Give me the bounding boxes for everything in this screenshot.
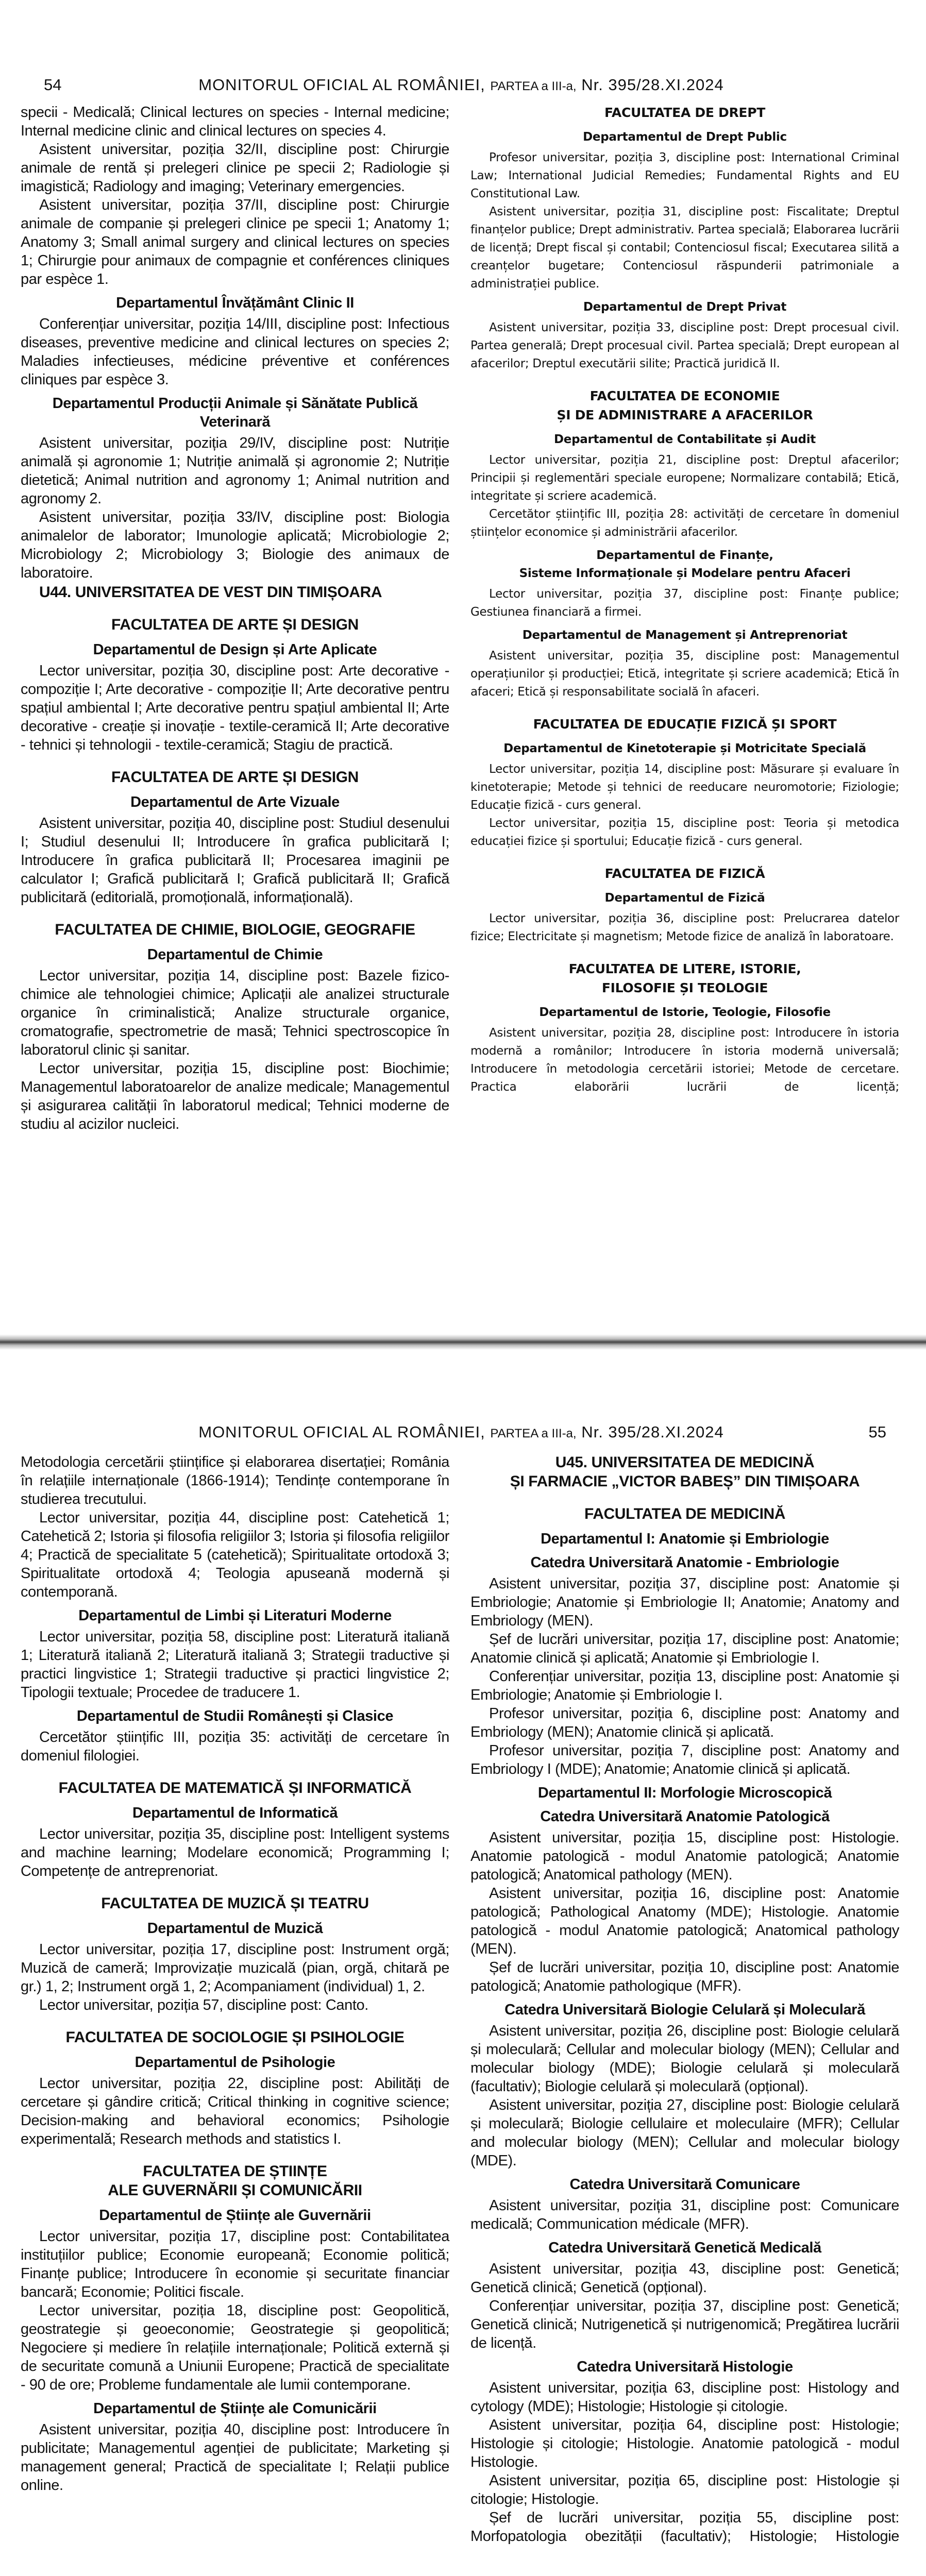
faculty-heading: FACULTATEA DE LITERE, ISTORIE, FILOSOFIE ȘI TEOLOGIE [568, 961, 801, 995]
position-paragraph: Conferențiar universitar, poziția 13, discipline post: Anatomie și Embriologie; Anatomie și Embriologie I. [470, 1668, 899, 1703]
position-paragraph: Asistent universitar, poziția 16, discipline post: Anatomie patologică; Pathological Anatomy (MDE); Histologie. Anatomie patologică - modul Anatomie patologică; Anatomical pathology (MEN). [470, 1885, 899, 1957]
position-paragraph: Lector universitar, poziția 57, discipline post: Canto. [39, 1997, 368, 2013]
position-paragraph: Lector universitar, poziția 17, discipline post: Instrument orgă; Muzică de cameră; Improvizație muzicală (pian, orgă, chitară pe gr.) 1, 2; Instrument orgă 1, 2; Acompaniament (individual) 1, 2. [21, 1941, 449, 1995]
position-paragraph: Lector universitar, poziția 30, discipline post: Arte decorative - compoziție I; Arte decorative - compoziție II; Arte decorative pentru spațiul ambiental I; Arte decorative pentru spațiul ambiental II; Arte decorative - creație și inovație - textile-ceramică II; Arte decorative - tehnici și tehnologii - textile-ceramică; Stagiu de practică. [21, 663, 449, 753]
department-heading: Departamentul de Studii Românești și Clasice [76, 1708, 394, 1724]
department-heading: Departamentul de Științe ale Comunicării [93, 2400, 377, 2417]
position-paragraph: Profesor universitar, poziția 6, discipline post: Anatomy and Embriology (MEN); Anatomie clinică și aplicată. [470, 1705, 899, 1740]
position-paragraph: Lector universitar, poziția 14, discipline post: Bazele fizico-chimice ale tehnologiei chimice; Aplicații ale analizei structurale organice în criminalistică; Analize structurale organice, cromatografie, spectrometrie de masă; Tehnici spectroscopice în laboratorul clinic și sanitar. [21, 968, 449, 1058]
department-heading: Departamentul de Limbi și Literaturi Moderne [78, 1607, 392, 1624]
faculty-heading: FACULTATEA DE ARTE ȘI DESIGN [111, 769, 359, 786]
position-paragraph: Lector universitar, poziția 37, discipline post: Finanțe publice; Gestiunea financiară a firmei. [470, 587, 899, 619]
publication-title [21, 1422, 902, 1444]
faculty-heading: FACULTATEA DE MATEMATICĂ ȘI INFORMATICĂ [58, 1780, 412, 1797]
faculty-heading: FACULTATEA DE ARTE ȘI DESIGN [111, 616, 359, 633]
department-heading: Catedra Universitară Biologie Celulară și Moleculară [504, 2002, 865, 2018]
position-paragraph: Lector universitar, poziția 14, discipline post: Măsurare și evaluare în kinetoterapie; Metode și tehnici de reeducare neuromotorie; Fiziologie; Educație fizică - curs general. [470, 762, 899, 812]
faculty-heading: FACULTATEA DE MEDICINĂ [584, 1505, 786, 1522]
position-paragraph: Lector universitar, poziția 18, discipline post: Geopolitică, geostrategie și geoeconomie; Geostrategie și geopolitică; Negociere și mediere în relațiile internaționale; Politică externă și de securitate comună a Uniunii Europene; Practică de specialitate - 90 de ore; Probleme fundamentale ale lumii contemporane. [21, 2302, 449, 2393]
department-heading: Departamentul de Kinetoterapie și Motricitate Specială [503, 742, 866, 755]
position-paragraph: Asistent universitar, poziția 43, discipline post: Genetică; Genetică clinică; Genetică (opțional). [470, 2261, 899, 2296]
position-paragraph: Asistent universitar, poziția 64, discipline post: Histologie; Histologie și citologie; Histologie. Anatomie patologică - modul Histologie. [470, 2417, 899, 2470]
position-paragraph: Cercetător științific III, poziția 28: activități de cercetare în domeniul științelor economice și administrării afacerilor. [470, 507, 899, 539]
left-column [21, 1453, 449, 2495]
position-paragraph: Asistent universitar, poziția 26, discipline post: Biologie celulară și moleculară; Cellular and molecular biology (MEN); Cellular and molecular biology (MDE); Biologie celulară și moleculară (facultativ); Biologie celulară și moleculară (opțional). [470, 2023, 899, 2095]
faculty-heading: FACULTATEA DE ȘTIINȚE ALE GUVERNĂRII ȘI COMUNICĂRII [108, 2163, 362, 2199]
department-heading: Departamentul de Contabilitate și Audit [553, 433, 816, 446]
position-paragraph: Asistent universitar, poziția 32/II, discipline post: Chirurgie animale de rentă și prelegeri clinice pe specii 2; Radiologie și imagistică; Radiology and imaging; Veterinary emergencies. [21, 141, 449, 195]
faculty-heading: FACULTATEA DE ECONOMIE ȘI DE ADMINISTRARE A AFACERILOR [557, 388, 813, 422]
department-heading: Catedra Universitară Anatomie Patologică [540, 1808, 830, 1825]
page-header [21, 75, 902, 95]
position-paragraph: Asistent universitar, poziția 63, discipline post: Histology and cytology (MDE); Histologie; Histologie și citologie. [470, 2380, 899, 2415]
position-paragraph: Lector universitar, poziția 15, discipline post: Teoria și metodica educației fizice și sportului; Educație fizică - curs general. [470, 817, 899, 848]
department-heading: Departamentul de Științe ale Guvernării [99, 2207, 371, 2224]
column-layout [0, 1453, 926, 2546]
position-paragraph: Asistent universitar, poziția 37/II, discipline post: Chirurgie animale de companie și prelegeri clinice pe specii 1; Anatomy 1; Anatomy 3; Small animal surgery and clinical lectures on species 1; Chirurgie pour animaux de compagnie et conférences cliniques par espèce 1. [21, 197, 449, 287]
position-paragraph: Conferențiar universitar, poziția 37, discipline post: Genetică; Genetică clinică; Nutrigenetică și nutrigenomică; Pregătirea lucrării de licență. [470, 2298, 899, 2351]
position-paragraph: Asistent universitar, poziția 28, discipline post: Introducere în istoria modernă a românilor; Introducere în istoria modernă universală; Introducere în metodologia cercetării istoriei; Metode de cercetare. Practica elaborării lucrării de licență; [470, 1026, 899, 1094]
department-heading: Catedra Universitară Comunicare [569, 2176, 800, 2193]
position-paragraph: Lector universitar, poziția 58, discipline post: Literatură italiană 1; Literatură italiană 2; Literatură italiană 3; Strategii traductive și practici lingvistice 1; Strategii traductive și practici lingvistice 2; Tipologii textuale; Procedee de traducere 1. [21, 1629, 449, 1701]
department-heading: Departamentul Învățământ Clinic II [116, 295, 354, 311]
position-paragraph: Lector universitar, poziția 17, discipline post: Contabilitatea instituțiilor publice; Economie europeană; Economie politică; Finanțe publice; Introducere în economie și securitate financiar bancară; Economie; Politici fiscale. [21, 2228, 449, 2300]
position-paragraph: Metodologia cercetării științifice și elaborarea disertației; România în relațiile internaționale (1866-1914); Tendințe contemporane în studierea trecutului. [21, 1454, 449, 1507]
department-heading: Departamentul de Informatică [132, 1805, 338, 1821]
position-paragraph: Lector universitar, poziția 35, discipline post: Intelligent systems and machine learning; Modelare economică; Programming I; Competențe de antreprenoriat. [21, 1826, 449, 1879]
position-paragraph: Lector universitar, poziția 44, discipline post: Catehetică 1; Catehetică 2; Istoria și filosofia religiilor 3; Istoria și filosofia religiilor 4; Practică de specialitate 5 (catehetică); Spiritualitate ortodoxă 3; Spiritualitate ortodoxă 4; Teologia apuseană modernă și contemporană. [21, 1510, 449, 1600]
left-column [21, 103, 449, 1133]
position-paragraph: Cercetător științific III, poziția 35: activități de cercetare în domeniul filologiei. [21, 1729, 449, 1764]
department-heading: Departamentul de Fizică [604, 891, 765, 905]
department-heading: Catedra Universitară Histologie [577, 2359, 793, 2375]
department-heading: Departamentul de Design și Arte Aplicate [93, 641, 377, 658]
department-heading: Departamentul de Istorie, Teologie, Filosofie [539, 1006, 831, 1019]
position-paragraph: Lector universitar, poziția 22, discipline post: Abilități de cercetare și gândire critică; Critical thinking in cognitive science; Decision-making and behavioral economics; Psihologie experimentală; Research methods and statistics I. [21, 2075, 449, 2147]
position-paragraph: Șef de lucrări universitar, poziția 55, discipline post: Morfopatologia obezității (facultativ); Histologie; Histologie [470, 2510, 899, 2545]
faculty-heading: FACULTATEA DE CHIMIE, BIOLOGIE, GEOGRAFIE [55, 921, 415, 938]
position-paragraph: Profesor universitar, poziția 3, discipline post: International Criminal Law; International Judicial Remedies; Fundamental Rights and EU Constitutional Law. [470, 151, 899, 200]
page-number: 54 [44, 76, 62, 94]
position-paragraph: Asistent universitar, poziția 65, discipline post: Histologie și citologie; Histologie. [470, 2472, 899, 2507]
gazette-name: MONITORUL OFICIAL AL ROMÂNIEI, [198, 76, 485, 94]
department-heading: Departamentul de Management și Antreprenoriat [522, 629, 848, 642]
page-header [21, 1422, 902, 1443]
department-heading: Departamentul de Chimie [147, 946, 323, 963]
department-heading: Departamentul de Drept Privat [583, 300, 787, 314]
position-paragraph: Asistent universitar, poziția 31, discipline post: Comunicare medicală; Communication médicale (MFR). [470, 2197, 899, 2232]
position-paragraph: Asistent universitar, poziția 15, discipline post: Histologie. Anatomie patologică - modul Anatomie patologică; Anatomie patologică; Anatomical pathology (MEN). [470, 1829, 899, 1883]
right-column [470, 103, 899, 1096]
position-paragraph: Lector universitar, poziția 21, discipline post: Dreptul afacerilor; Principii și reglementări speciale europene; Normalizare contabilă; Etică, integritate și scriere academică. [470, 453, 899, 503]
position-paragraph: Profesor universitar, poziția 7, discipline post: Anatomy and Embriology I (MDE); Anatomie; Anatomie clinică și aplicată. [470, 1742, 899, 1777]
department-heading: Catedra Universitară Genetică Medicală [548, 2240, 821, 2256]
department-heading: Departamentul de Arte Vizuale [130, 794, 340, 810]
page-55 [0, 1350, 926, 2546]
faculty-heading: FACULTATEA DE MUZICĂ ȘI TEATRU [101, 1895, 369, 1912]
position-paragraph: Lector universitar, poziția 15, discipline post: Biochimie; Managementul laboratoarelor de analize medicale; Managementul și asigurarea calității în laboratorul medical; Tehnici moderne de studiu al acizilor nucleici. [21, 1060, 449, 1132]
position-paragraph: Asistent universitar, poziția 40, discipline post: Studiul desenului I; Studiul desenului II; Introducere în grafica publicitară I; Introducere în grafica publicitară II; Procesarea imaginii pe calculator I; Grafică publicitară I; Grafică publicitară II; Grafică publicitară (editorială, promoțională, informațională). [21, 815, 449, 906]
faculty-heading: FACULTATEA DE EDUCAȚIE FIZICĂ ȘI SPORT [533, 717, 837, 732]
department-heading: Catedra Universitară Anatomie - Embriologie [530, 1554, 839, 1571]
department-heading: Departamentul de Psihologie [134, 2054, 335, 2071]
position-paragraph: Asistent universitar, poziția 29/IV, discipline post: Nutriție animală și agronomie 1; Nutriție animală și agronomie 2; Nutriție dietetică; Animal nutrition and agronomy 1; Animal nutrition and agronomy 2. [21, 435, 449, 507]
position-paragraph: Asistent universitar, poziția 40, discipline post: Introducere în publicitate; Managementul agenției de publicitate; Marketing și management general; Practică de specialitate I; Relații publice online. [21, 2421, 449, 2494]
position-paragraph: Șef de lucrări universitar, poziția 10, discipline post: Anatomie patologică; Anatomie pathologique (MFR). [470, 1959, 899, 1994]
gazette-issue: Nr. 395/28.XI.2024 [581, 1423, 724, 1441]
position-paragraph: Șef de lucrări universitar, poziția 17, discipline post: Anatomie; Anatomie clinică și aplicată; Anatomie și Embriologie I. [470, 1631, 899, 1666]
department-heading: Departamentul de Muzică [147, 1920, 323, 1937]
gazette-issue: Nr. 395/28.XI.2024 [581, 76, 724, 94]
position-paragraph: Lector universitar, poziția 36, discipline post: Prelucrarea datelor fizice; Electricitate și magnetism; Metode fizice de analiză în laboratoare. [470, 912, 899, 943]
gazette-part: PARTEA a III-a, [490, 1427, 577, 1440]
faculty-heading: FACULTATEA DE DREPT [604, 105, 765, 120]
position-paragraph: specii - Medicală; Clinical lectures on species - Internal medicine; Internal medicine clinic and clinical lectures on species 4. [21, 104, 449, 139]
university-heading: U45. UNIVERSITATEA DE MEDICINĂ ȘI FARMACIE „VICTOR BABEȘ” DIN TIMIȘOARA [510, 1454, 860, 1490]
position-paragraph: Asistent universitar, poziția 37, discipline post: Anatomie și Embriologie; Anatomie și Embriologie II; Anatomie; Anatomy and Embriology (MEN). [470, 1575, 899, 1629]
department-heading: Departamentul de Drept Public [583, 130, 787, 144]
department-heading: Departamentul I: Anatomie și Embriologie [541, 1531, 829, 1547]
position-paragraph: Asistent universitar, poziția 33, discipline post: Drept procesual civil. Partea generală; Drept procesual civil. Partea specială; Drept european al afacerilor; Dreptul executării silite; Practică juridică II. [470, 321, 899, 370]
position-paragraph: Asistent universitar, poziția 35, discipline post: Managementul operațiunilor și producției; Etică, integritate și scriere academică; Etică în afaceri; Etică și responsabilitate socială în afaceri. [470, 649, 899, 699]
university-heading: U44. UNIVERSITATEA DE VEST DIN TIMIȘOARA [39, 584, 382, 601]
department-heading: Departamentul II: Morfologie Microscopică [537, 1785, 832, 1801]
faculty-heading: FACULTATEA DE FIZICĂ [604, 866, 765, 881]
position-paragraph: Asistent universitar, poziția 31, discipline post: Fiscalitate; Dreptul finanțelor publice; Drept administrativ. Partea specială; Elaborarea lucrării de licență; Drept fiscal și contabil; Contenciosul fiscal; Executarea silită a creanțelor bugetare; Contenciosul răspunderii patrimoniale a administrației publice. [470, 205, 899, 291]
position-paragraph: Conferențiar universitar, poziția 14/III, discipline post: Infectious diseases, preventive medicine and clinical lectures on species 2; Maladies infectieuses, médicine préventive et conférences cliniques par espèce 3. [21, 316, 449, 388]
gazette-name: MONITORUL OFICIAL AL ROMÂNIEI, [198, 1423, 485, 1441]
faculty-heading: FACULTATEA DE SOCIOLOGIE ȘI PSIHOLOGIE [65, 2029, 405, 2046]
gazette-part: PARTEA a III-a, [490, 79, 577, 93]
page-separator [0, 1334, 926, 1350]
position-paragraph: Asistent universitar, poziția 33/IV, discipline post: Biologia animalelor de laborator; Imunologie aplicată; Microbiologie 2; Microbiology 2; Microbiology 3; Biologie des animaux de laboratoire. [21, 509, 449, 581]
department-heading: Departamentul Producții Animale și Sănătate Publică Veterinară [52, 395, 418, 430]
publication-title [21, 75, 902, 97]
department-heading: Departamentul de Finanțe, Sisteme Informaționale și Modelare pentru Afaceri [519, 549, 851, 580]
right-column [470, 1453, 899, 2546]
position-paragraph: Asistent universitar, poziția 27, discipline post: Biologie celulară și moleculară; Biologie cellulaire et moleculaire (MFR); Cellular and molecular biology (MEN); Cellular and molecular biology (MDE). [470, 2097, 899, 2169]
column-layout [0, 103, 926, 1133]
page-number: 55 [868, 1423, 886, 1441]
